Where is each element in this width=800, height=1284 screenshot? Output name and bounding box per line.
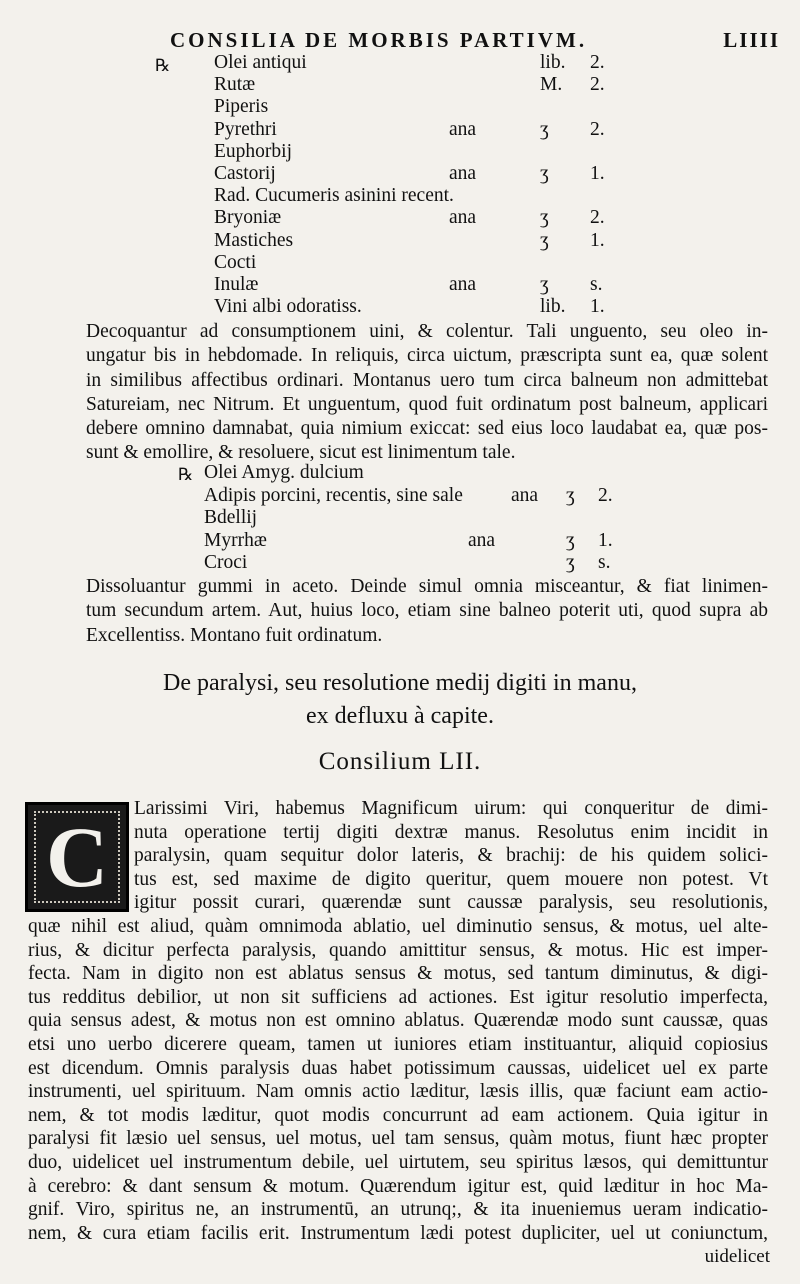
recipe-row bbox=[0, 163, 800, 187]
text-line: Satureiam, nec Nitrum. Et unguentum, quod fuit ordinatum post balneum, applicari bbox=[86, 393, 768, 415]
measure-unit: ʒ bbox=[540, 229, 549, 251]
recipe-row bbox=[0, 462, 800, 486]
recipe-row bbox=[0, 119, 800, 143]
recipe-row bbox=[0, 507, 800, 531]
ingredient-name: Bryoniæ bbox=[214, 207, 282, 229]
body-line: tus redditus debilior, ut non sit sufficiens ad actiones. Est igitur resolutio imperfecta, bbox=[28, 986, 768, 1008]
paragraph-decoction bbox=[86, 320, 768, 466]
paragraph-dissolution bbox=[86, 575, 768, 648]
ana-label: ana bbox=[511, 484, 539, 506]
page-number: LIIII bbox=[723, 28, 780, 52]
recipe-row bbox=[0, 296, 800, 320]
recipe-symbol-2: ℞ bbox=[178, 465, 194, 484]
measure-unit: lib. bbox=[540, 296, 566, 318]
consilium-heading: Consilium LII. bbox=[318, 748, 482, 775]
ana-label: ana bbox=[468, 529, 496, 551]
ingredient-name: Rad. Cucumeris asinini recent. bbox=[214, 185, 454, 207]
quantity: 1. bbox=[590, 296, 605, 318]
section-title-line-2: ex defluxu à capite. bbox=[306, 703, 494, 729]
measure-unit: ʒ bbox=[540, 207, 549, 229]
quantity: 2. bbox=[590, 74, 605, 96]
body-line: paralysi fit læsio uel sensus, uel motus, uel tam sensus, quàm motus, fiunt hæc propter bbox=[28, 1128, 768, 1150]
measure-unit: ʒ bbox=[540, 118, 549, 140]
ingredient-name: Euphorbij bbox=[214, 140, 292, 162]
measure-unit: ʒ bbox=[566, 529, 575, 551]
body-line: rius, & dicitur perfecta paralysis, quando amittitur sensus, & motus. Hic est imper- bbox=[28, 939, 768, 961]
recipe-row bbox=[0, 530, 800, 554]
body-line: nem, & cura etiam facilis erit. Instrumentum lædi potest dupliciter, uel ut coniunctum, bbox=[28, 1222, 768, 1244]
ana-label: ana bbox=[449, 118, 477, 140]
drop-cap-ornament-icon bbox=[34, 811, 120, 903]
body-line: fecta. Nam in digito non est ablatus sensus & motus, sed tantum diminutus, & digi- bbox=[28, 963, 768, 985]
recipe-row bbox=[0, 252, 800, 276]
body-line: nuta operatione tertij digiti dextræ manus. Resolutus enim incidit in bbox=[134, 821, 768, 843]
quantity: 2. bbox=[590, 118, 605, 140]
body-line: instrumenti, uel spirituum. Nam omnis actio læditur, læsis illis, quæ faciunt eam actio- bbox=[28, 1081, 768, 1103]
drop-cap-letter: C bbox=[45, 809, 109, 905]
quantity: 2. bbox=[590, 52, 605, 73]
ingredient-name: Adipis porcini, recentis, sine sale bbox=[204, 484, 463, 506]
body-line: Larissimi Viri, habemus Magnificum uirum: qui conqueritur de dimi- bbox=[134, 798, 768, 819]
text-line: in similibus affectibus ordinari. Montanus uero tum circa balneum non admittebat bbox=[86, 369, 768, 391]
quantity: 2. bbox=[598, 484, 613, 506]
recipe-row bbox=[0, 207, 800, 231]
body-line: quia sensus adest, & motus non est omnino ablatus. Quærendæ modo sunt caussæ, quas bbox=[28, 1010, 768, 1032]
body-line: igitur possit curari, quærendæ sunt caussæ paralysis, seu resolutionis, bbox=[134, 892, 768, 914]
ingredient-name: Olei Amyg. dulcium bbox=[204, 462, 364, 483]
measure-unit: ʒ bbox=[540, 274, 549, 295]
measure-unit: ʒ bbox=[540, 163, 549, 184]
ingredient-name: Croci bbox=[204, 552, 248, 573]
ingredient-name: Castorij bbox=[214, 163, 276, 184]
body-line: duo, uidelicet uel instrumentum debile, uel uirtutem, seu spiritus læsos, qui demittuntur bbox=[28, 1152, 768, 1173]
drop-cap-initial bbox=[25, 802, 129, 912]
text-line: Dissoluantur gummi in aceto. Deinde simul omnia misceantur, & fiat linimen- bbox=[86, 576, 768, 597]
text-line: tum secundum artem. Aut, huius loco, etiam sine balneo poterit uti, quod supra ab bbox=[86, 600, 768, 622]
ingredient-name: Inulæ bbox=[214, 274, 259, 295]
ingredient-name: Cocti bbox=[214, 251, 257, 273]
measure-unit: ʒ bbox=[566, 484, 575, 506]
running-title: CONSILIA DE MORBIS PARTIVM. bbox=[170, 28, 588, 52]
body-line: paralysin, quam sequitur dolor lateris, & brachij: de his quidem solici- bbox=[134, 845, 768, 867]
ana-label: ana bbox=[449, 163, 477, 184]
quantity: 1. bbox=[590, 163, 605, 184]
recipe-row bbox=[0, 52, 800, 76]
text-line: Excellentiss. Montano fuit ordinatum. bbox=[86, 624, 383, 646]
text-line: ungatur bis in hebdomade. In reliquis, circa uictum, præscripta sunt ea, quæ solent bbox=[86, 345, 768, 367]
quantity: 2. bbox=[590, 207, 605, 229]
recipe-row bbox=[0, 485, 800, 509]
body-line: quæ nihil est aliud, quàm omnimoda ablatio, uel diminutio sensus, & motus, uel alte- bbox=[28, 916, 768, 937]
ingredient-name: Pyrethri bbox=[214, 118, 277, 140]
recipe-symbol-1: ℞ bbox=[155, 56, 171, 75]
ingredient-name: Mastiches bbox=[214, 229, 294, 251]
ana-label: ana bbox=[449, 274, 477, 295]
ingredient-name: Vini albi odoratiss. bbox=[214, 296, 362, 318]
quantity: 1. bbox=[590, 229, 605, 251]
recipe-row bbox=[0, 96, 800, 120]
body-line: etsi uno uerbo dicerere queam, tamen ut iuniores etiam instituantur, aliquid copiosius bbox=[28, 1034, 768, 1055]
body-line: à cerebro: & dant sensum & motum. Quærendum igitur est, quid læditur in hoc Ma- bbox=[28, 1175, 768, 1197]
recipe-row bbox=[0, 141, 800, 165]
measure-unit: M. bbox=[540, 74, 563, 96]
measure-unit: ʒ bbox=[566, 552, 575, 573]
text-line: debere omnino damnabat, quia nimium exiccat: sed eius loco laudabat ea, quæ pos- bbox=[86, 418, 768, 440]
body-line: tus est, sed maxime de digito queritur, quem mouere non potest. Vt bbox=[134, 868, 768, 890]
measure-unit: lib. bbox=[540, 52, 566, 73]
quantity: s. bbox=[590, 274, 603, 295]
text-line: sunt & emollire, & resoluere, sicut est linimentum tale. bbox=[86, 442, 516, 464]
section-title-line-1: De paralysi, seu resolutione medij digiti in manu, bbox=[163, 670, 637, 696]
ingredient-name: Piperis bbox=[214, 96, 269, 118]
running-header bbox=[170, 28, 780, 53]
ingredient-name: Bdellij bbox=[204, 507, 258, 528]
ingredient-name: Olei antiqui bbox=[214, 52, 307, 73]
ingredient-name: Myrrhæ bbox=[204, 529, 267, 551]
ingredient-name: Rutæ bbox=[214, 74, 256, 96]
catchword: uidelicet bbox=[704, 1246, 770, 1267]
quantity: s. bbox=[598, 552, 611, 573]
recipe-row bbox=[0, 74, 800, 98]
body-line: nem, & tot modis læditur, quot modis concurrunt ad eam actionem. Quia igitur in bbox=[28, 1104, 768, 1126]
ana-label: ana bbox=[449, 207, 477, 229]
body-line: est dicendum. Omnis paralysis duas habet potissimum caussas, uidelicet uel ex parte bbox=[28, 1057, 768, 1079]
text-line: Decoquantur ad consumptionem uini, & colentur. Tali unguento, seu oleo in- bbox=[86, 321, 768, 342]
body-line: gnif. Viro, spiritus ne, an instrumentū, an utrunq;, & ita inueniemus ueram indicatio- bbox=[28, 1199, 768, 1221]
recipe-row bbox=[0, 185, 800, 209]
recipe-row bbox=[0, 274, 800, 298]
recipe-row bbox=[0, 230, 800, 254]
quantity: 1. bbox=[598, 529, 613, 551]
recipe-row bbox=[0, 552, 800, 576]
